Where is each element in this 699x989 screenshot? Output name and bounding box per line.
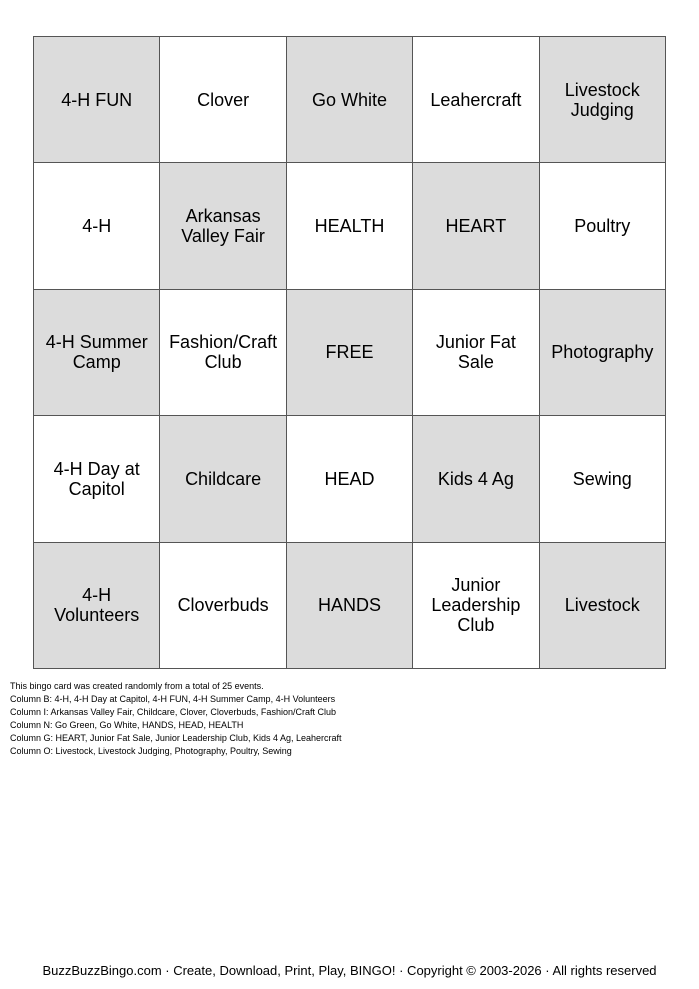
bingo-cell[interactable]: Sewing [540,416,666,542]
bingo-cell[interactable]: Kids 4 Ag [413,416,539,542]
notes-column-i: Column I: Arkansas Valley Fair, Childcare, Clover, Cloverbuds, Fashion/Craft Club [10,707,336,717]
bingo-cell[interactable]: Junior Fat Sale [413,290,539,416]
bingo-cell[interactable]: Clover [160,37,286,163]
bingo-free-cell[interactable]: FREE [287,290,413,416]
card-notes [10,680,342,758]
bingo-cell[interactable]: Go White [287,37,413,163]
bingo-cell[interactable]: Leahercraft [413,37,539,163]
bingo-cell[interactable]: 4-H Summer Camp [34,290,160,416]
bingo-cell[interactable]: Poultry [540,163,666,289]
notes-intro: This bingo card was created randomly from a total of 25 events. [10,681,264,691]
page-footer: BuzzBuzzBingo.com · Create, Download, Print, Play, BINGO! · Copyright © 2003-2026 · All rights reserved [42,963,657,978]
notes-column-o: Column O: Livestock, Livestock Judging, Photography, Poultry, Sewing [10,746,292,756]
bingo-cell[interactable]: 4-H FUN [34,37,160,163]
notes-column-n: Column N: Go Green, Go White, HANDS, HEAD, HEALTH [10,720,244,730]
notes-column-b: Column B: 4-H, 4-H Day at Capitol, 4-H FUN, 4-H Summer Camp, 4-H Volunteers [10,694,336,704]
bingo-cell[interactable]: Arkansas Valley Fair [160,163,286,289]
bingo-cell[interactable]: Photography [540,290,666,416]
bingo-cell[interactable]: HANDS [287,543,413,669]
bingo-cell[interactable]: Fashion/Craft Club [160,290,286,416]
bingo-cell[interactable]: Childcare [160,416,286,542]
bingo-card-grid [33,36,666,669]
bingo-cell[interactable]: Cloverbuds [160,543,286,669]
bingo-cell[interactable]: HEART [413,163,539,289]
bingo-cell[interactable]: 4-H Day at Capitol [34,416,160,542]
bingo-cell[interactable]: Livestock Judging [540,37,666,163]
bingo-cell[interactable]: 4-H Volunteers [34,543,160,669]
bingo-cell[interactable]: HEAD [287,416,413,542]
bingo-cell[interactable]: Junior Leadership Club [413,543,539,669]
notes-column-g: Column G: HEART, Junior Fat Sale, Junior Leadership Club, Kids 4 Ag, Leahercraft [10,733,342,743]
bingo-cell[interactable]: HEALTH [287,163,413,289]
bingo-cell[interactable]: 4-H [34,163,160,289]
bingo-cell[interactable]: Livestock [540,543,666,669]
